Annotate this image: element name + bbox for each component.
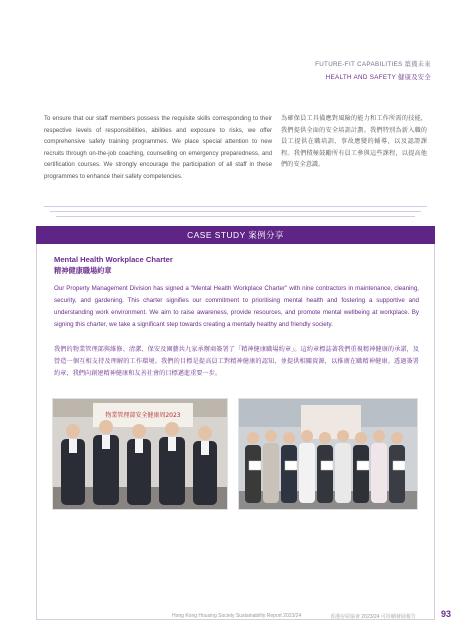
case-study-body-zh: 我們的物業管理部與維修、清潔、保安及園藝共九家承辦商簽署了「精神健康職場約章」。這約章標誌著我們重視精神健康的承諾，及營造一個互相支持及理解的工作環境。我們的目標是提高員工對精神健康的認知，並提供相關資源，以推廣在職精神健康。透過簽署約章，我們向創建精神健康和友善社會的目標邁進重要一步。	[54, 346, 419, 377]
backdrop-banner-text: 物業管理部安全健康周2023	[105, 412, 181, 419]
intro-paragraph-en: To ensure that our staff members possess the requisite skills corresponding to their respective levels of responsibilities, abilities and exposure to risks, we offer comprehensive safety training programmes. We place special attention to new recruits through on-the-job coaching, counselling on emergency preparedness, and certification courses. We strongly encourage the participation of all staff in these programmes to enhance their safety competencies.	[44, 115, 272, 180]
divider-line	[44, 206, 427, 207]
contractors-group-photo	[238, 398, 418, 510]
charter-signing-photo	[52, 398, 228, 510]
section-header-capabilities: FUTURE-FIT CAPABILITIES 築備未來	[315, 61, 431, 68]
divider-line	[56, 216, 415, 217]
group-photo-illustration	[239, 399, 418, 510]
divider-line	[50, 211, 421, 212]
page-number: 93	[440, 609, 451, 619]
case-study-title-zh: 精神健康職場約章	[54, 266, 112, 275]
intro-paragraph-zh: 為確保員工具備應對風險的能力和工作所需的技能，我們提供全面的安全培訓計劃。我們特別為新入職的員工提供在職培訓、事故應變的輔導，以及認證課程。我們積極鼓勵所有員工參與這些課程，以提高他們的安全意識。	[281, 115, 427, 169]
group-photo-illustration	[53, 399, 228, 510]
footer-report-title-en: Hong Kong Housing Society Sustainability Report 2023/24	[172, 613, 302, 619]
case-study-body-en: Our Property Management Division has signed a "Mental Health Workplace Charter" with nine contractors in maintenance, cleaning, security, and gardening. This charter signifies our commitment to prioritising mental health and fostering a supportive and understanding work environment. We aim to raise awareness, provide resources, and promote mental wellbeing at workplace. By signing this charter, we take a significant step towards creating a mentally healthy and friendly society.	[54, 285, 419, 328]
case-study-title-en: Mental Health Workplace Charter	[54, 255, 173, 264]
case-study-heading: CASE STUDY 案例分享	[36, 226, 435, 244]
section-header-health-safety: HEALTH AND SAFETY 健康及安全	[325, 74, 431, 81]
footer-report-title-zh: 香港房屋協會 2023/24 可持續發展報告	[330, 614, 416, 620]
